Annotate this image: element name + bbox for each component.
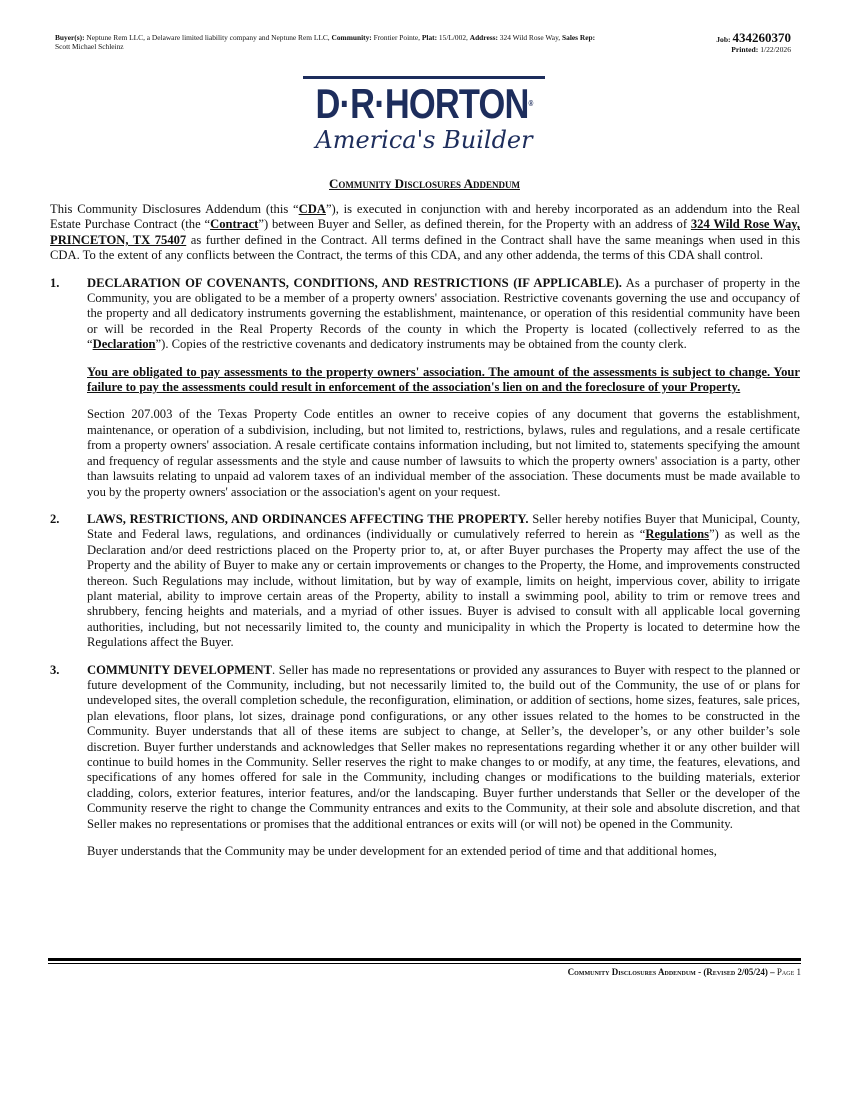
section-3: [50, 663, 800, 860]
page-number: Page 1: [776, 967, 801, 977]
logo-brand: D·R·HORTON®: [315, 80, 533, 127]
sales-rep-label: Sales Rep:: [562, 33, 596, 42]
intro-paragraph: [50, 202, 800, 264]
section-heading: LAWS, RESTRICTIONS, AND ORDINANCES AFFECTING THE PROPERTY.: [87, 511, 529, 526]
sales-rep-value: Scott Michael Schleinz: [55, 42, 124, 51]
company-logo: [274, 76, 574, 156]
community-value: Frontier Pointe,: [373, 33, 421, 42]
job-info: [716, 30, 791, 55]
address-label: Address:: [469, 33, 498, 42]
intro-text: as further defined in the Contract. All terms defined in the Contract shall have the same meanings when used in this CDA. To the extent of any conflicts between the Contract, the terms of this CDA, and any other addenda, the terms of this CDA shall control.: [50, 232, 800, 263]
intro-text: This Community Disclosures Addendum (this “: [50, 202, 299, 216]
footer-rule-thin: [48, 963, 801, 964]
assessment-notice: You are obligated to pay assessments to the property owners' association. The amount of the assessments is subject to change. Your failure to pay the assessments could result in enforcement of the association's lien on and the foreclosure of your Property.: [87, 364, 800, 395]
section-text: ”). Copies of the restrictive covenants and dedicatory instruments may be obtained from the county clerk.: [155, 337, 687, 352]
logo-tagline: America's Builder: [315, 126, 533, 154]
logo-bar: [303, 76, 545, 79]
defined-term-contract: Contract: [210, 217, 259, 232]
buyer-label: Buyer(s):: [55, 33, 85, 42]
section-heading: DECLARATION OF COVENANTS, CONDITIONS, AND RESTRICTIONS (IF APPLICABLE).: [87, 275, 622, 290]
intro-text: ”) between Buyer and Seller, as defined therein, for the Property with an address of: [258, 217, 691, 232]
intro-text: ”), is executed in conjunction with and hereby incorporated as an addendum into the Real Estate Purchase Contract (the “: [50, 202, 800, 232]
header-info: [55, 33, 685, 51]
section-2: [50, 512, 800, 651]
community-label: Community:: [331, 33, 372, 42]
footer-doc-title: Community Disclosures Addendum - (Revised 2/05/24) –: [567, 967, 775, 977]
defined-term-regulations: Regulations: [645, 527, 710, 542]
buyer-value: Neptune Rem LLC, a Delaware limited liability company and Neptune Rem LLC,: [86, 33, 330, 42]
plat-label: Plat:: [421, 33, 438, 42]
address-value: 324 Wild Rose Way,: [499, 33, 561, 42]
job-label: Job:: [716, 35, 731, 44]
property-address: 324 Wild Rose Way, PRINCETON, TX 75407: [50, 217, 800, 247]
section-text: Buyer understands that the Community may be under development for an extended period of time and that additional homes,: [87, 844, 717, 859]
section-text: Seller hereby notifies Buyer that Municipal, County, State and Federal laws, regulations, and ordinances (individually or cumulatively referred to herein as “: [87, 511, 801, 542]
section-heading: COMMUNITY DEVELOPMENT: [87, 662, 273, 677]
printed-label: Printed:: [731, 45, 759, 54]
defined-term-declaration: Declaration: [92, 337, 156, 352]
section-number: 2.: [50, 511, 60, 526]
defined-term-cda: CDA: [298, 202, 326, 216]
document-title: Community Disclosures Addendum: [329, 176, 520, 191]
printed-date: 1/22/2026: [760, 45, 791, 54]
footer-rule: [48, 958, 801, 961]
job-number: 434260370: [732, 30, 791, 45]
section-number: 1.: [50, 275, 60, 290]
document-body: [50, 202, 800, 871]
section-1: [50, 276, 800, 500]
section-text: As a purchaser of property in the Community, you are obligated to be a member of a property owners' association. Restrictive covenants governing the use and occupancy of the property and all dedicatory instruments governing the establishment, maintenance, or operation of this residential community have been or will be recorded in the Real Property Records of the county in which the Property is located (collectively referred to as the “: [87, 275, 800, 352]
section-number: 3.: [50, 662, 60, 677]
section-text: Section 207.003 of the Texas Property Code entitles an owner to receive copies of any document that governs the establishment, maintenance, or operation of a subdivision, including, but not limited to, restrictions, bylaws, rules and regulations, and a resale certificate from a property owners' association. A resale certificate contains information including, but not limited to, statements specifying the amount and frequency of regular assessments and the style and cause number of lawsuits to which the property owners' association is a party, other than lawsuits relating to unpaid ad valorem taxes of an individual member of the association. These documents must be made available to you by the property owners' association or the association's agent on your request.: [87, 407, 800, 499]
logo-brand-text: D·R·HORTON: [315, 80, 529, 127]
section-text: . Seller has made no representations or provided any assurances to Buyer with respect to the planned or future development of the Community, including, but not necessarily limited to, the build out of the Community, the use of or plans for undeveloped sites, the overall completion schedule, the reconfiguration, elimination, or addition of sections, home sizes, features, sale prices, plan elevations, floor plans, lot sizes, drainage pond configurations, or any other issues related to the homes to be constructed in the Community. Buyer understands that all of these items are subject to change, at Seller’s, the developer’s, or any other builder’s sole discretion. Buyer further understands and acknowledges that Seller makes no representations regarding whether it or any other builder will continue to build homes in the Community. Seller reserves the right to make changes to or modify, at any time, the features, elevations, and specifications of any homes offered for sale in the Community, including changes or modifications to the building materials, exterior cladding, colors, exterior features, interior features, and/or the landscaping. Buyer further understands that Seller or the developer of the Community reserve the right to change the Community entrances and exits to the Community, at their sole and absolute discretion, and that Seller makes no representations or promises that the additional entrances or exits will (or will not) be opened in the Community.: [87, 662, 801, 831]
plat-value: 15/L/002,: [438, 33, 468, 42]
section-text: ”) as well as the Declaration and/or deed restrictions placed on the Property prior to, at, or after Buyer purchases the Property may affect the use of the Property and the ability of Buyer to make any or certain improvements or changes to the Property, the Home, and improvements constructed thereon. Such Regulations may include, without limitation, but by way of example, limits on height, impervious cover, ability to irrigate plant material, ability to improve certain areas of the Property, ability to install a swimming pool, ability to trim or remove trees and shrubbery, fencing heights and materials, and a myriad of other issues. Buyer is advised to consult with all applicable local governing authorities, including, but not necessarily limited to, the county and municipality in which the Property is located to determine how the Regulations affect the Buyer.: [87, 527, 800, 650]
footer: [568, 967, 801, 978]
